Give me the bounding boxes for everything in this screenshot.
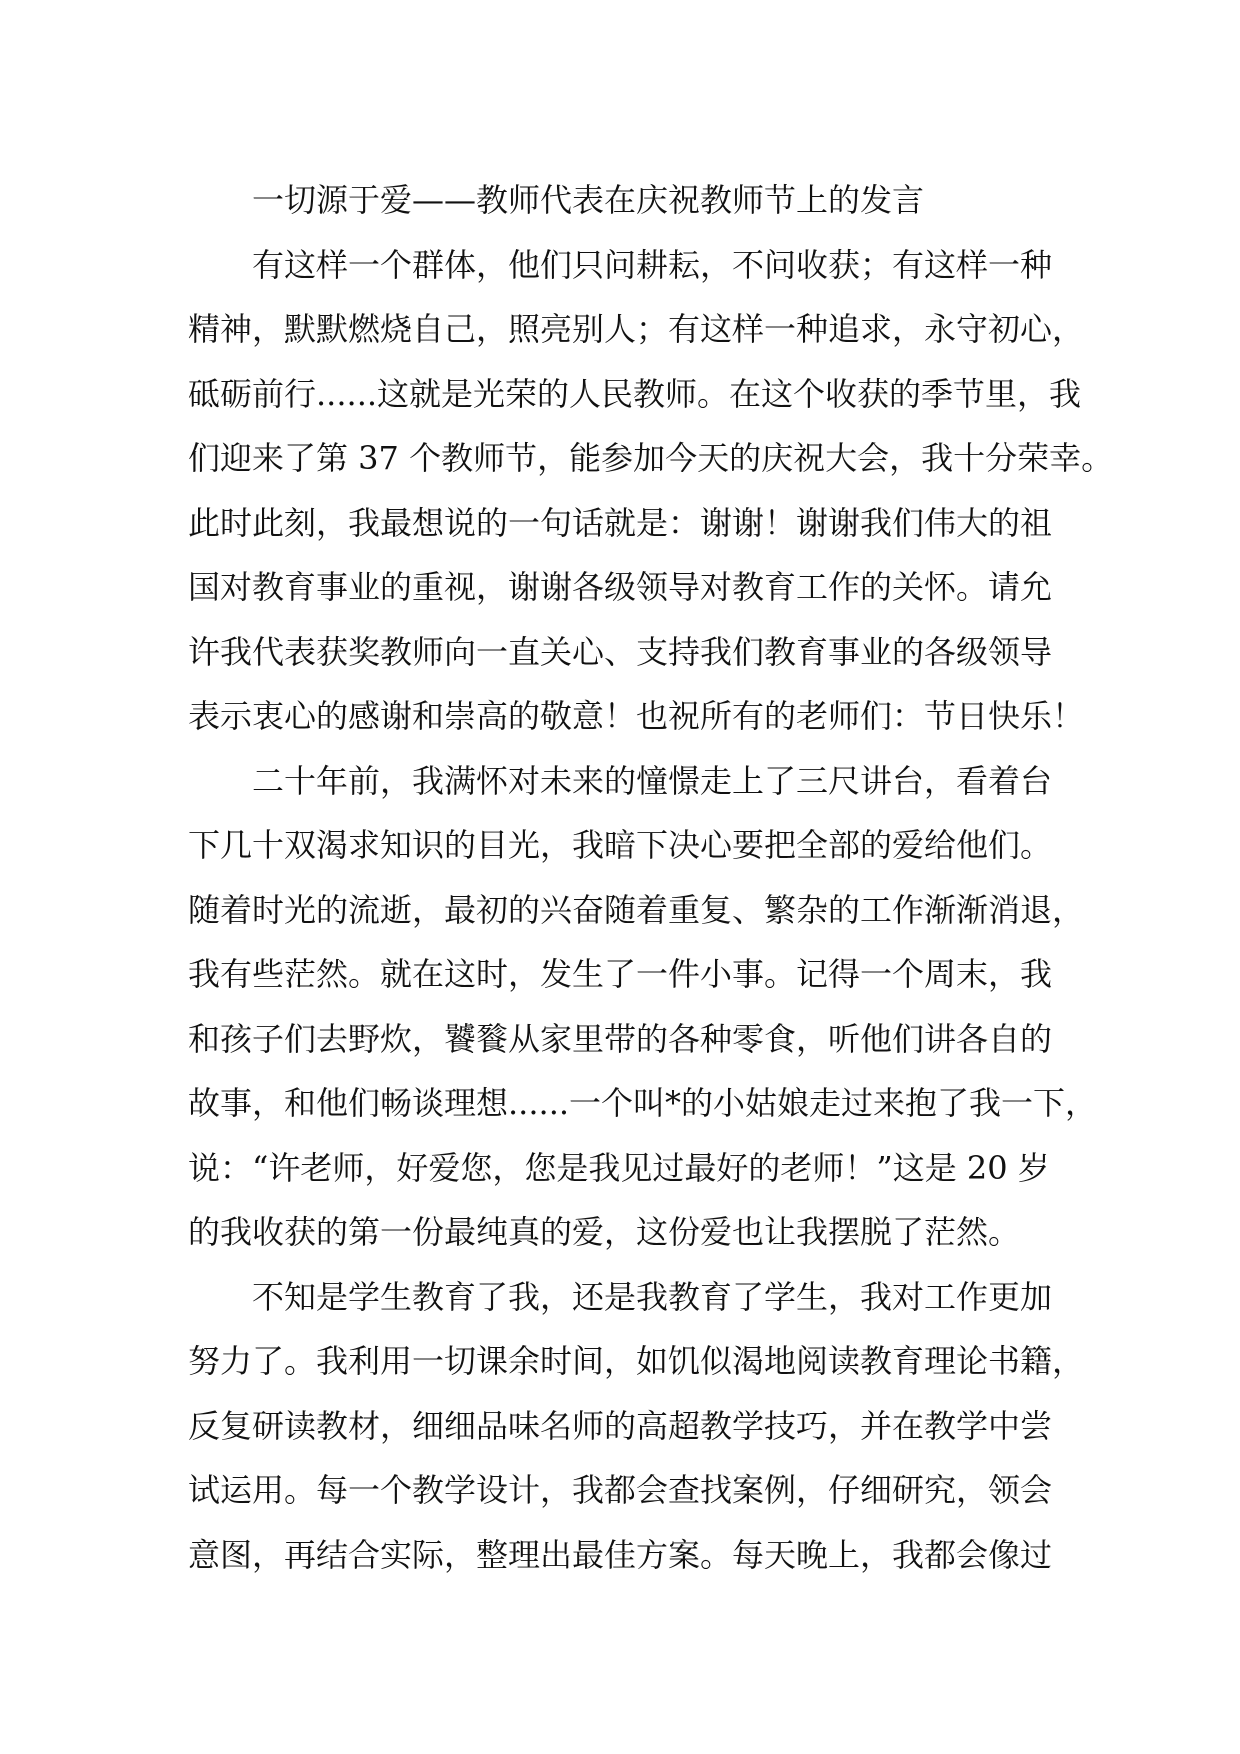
paragraph-line: 故事，和他们畅谈理想......一个叫*的小姑娘走过来抱了我一下， [188, 1084, 1098, 1122]
paragraph-line: 二十年前，我满怀对未来的憧憬走上了三尺讲台，看着台 [252, 761, 1053, 800]
paragraph-line: 有这样一个群体，他们只问耕耘，不问收获；有这样一种 [252, 245, 1053, 284]
paragraph-line: 努力了。我利用一切课余时间，如饥似渴地阅读教育理论书籍， [188, 1342, 1085, 1380]
paragraph-line: 们迎来了第 37 个教师节，能参加今天的庆祝大会，我十分荣幸。 [188, 439, 1114, 477]
paragraph-3 [188, 1265, 1085, 1588]
paragraph-line: 此时此刻，我最想说的一句话就是：谢谢！谢谢我们伟大的祖 [188, 503, 1053, 542]
paragraph-line: 的我收获的第一份最纯真的爱，这份爱也让我摆脱了茫然。 [188, 1213, 1021, 1251]
document-body [188, 168, 1114, 1587]
paragraph-1 [188, 233, 1114, 749]
paragraph-line: 反复研读教材，细细品味名师的高超教学技巧，并在教学中尝 [188, 1406, 1053, 1445]
paragraph-line: 我有些茫然。就在这时，发生了一件小事。记得一个周末，我 [188, 955, 1053, 993]
paragraph-line: 砥砺前行......这就是光荣的人民教师。在这个收获的季节里，我 [188, 374, 1082, 413]
paragraph-2 [188, 749, 1098, 1265]
paragraph-line: 国对教育事业的重视，谢谢各级领导对教育工作的关怀。请允 [188, 568, 1053, 606]
paragraph-line: 随着时光的流逝，最初的兴奋随着重复、繁杂的工作渐渐消退， [188, 890, 1085, 929]
paragraph-line: 精神，默默燃烧自己，照亮别人；有这样一种追求，永守初心， [188, 310, 1085, 348]
paragraph-line: 和孩子们去野炊，饕餮从家里带的各种零食，听他们讲各自的 [188, 1019, 1053, 1058]
paragraph-line: 试运用。每一个教学设计，我都会查找案例，仔细研究，领会 [188, 1471, 1053, 1509]
document-title: 一切源于爱——教师代表在庆祝教师节上的发言 [252, 181, 925, 219]
paragraph-line: 说：“许老师，好爱您，您是我见过最好的老师！”这是 20 岁 [188, 1148, 1050, 1187]
paragraph-line: 下几十双渴求知识的目光，我暗下决心要把全部的爱给他们。 [188, 826, 1053, 864]
paragraph-line: 许我代表获奖教师向一直关心、支持我们教育事业的各级领导 [188, 632, 1053, 671]
paragraph-line: 表示衷心的感谢和崇高的敬意！也祝所有的老师们：节日快乐！ [188, 697, 1085, 735]
paragraph-line: 不知是学生教育了我，还是我教育了学生，我对工作更加 [252, 1277, 1053, 1316]
paragraph-line: 意图，再结合实际，整理出最佳方案。每天晚上，我都会像过 [188, 1535, 1053, 1574]
